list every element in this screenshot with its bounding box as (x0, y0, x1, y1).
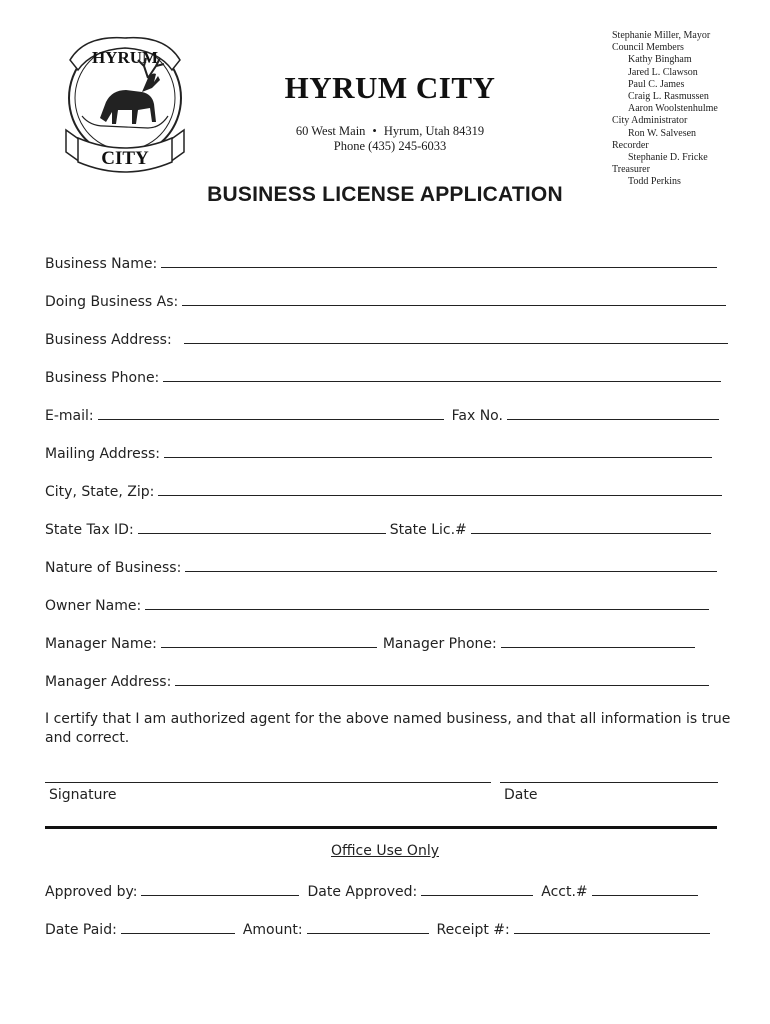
state-tax-id-field[interactable] (138, 533, 386, 534)
city-state-zip-field[interactable] (158, 495, 722, 496)
city-address (260, 124, 520, 154)
business-phone-label: Business Phone: (45, 370, 160, 386)
business-address-field[interactable] (184, 343, 728, 344)
address-street: 60 West Main (295, 124, 366, 138)
document-title: BUSINESS LICENSE APPLICATION (207, 183, 563, 206)
official-name: Stephanie D. Fricke (628, 152, 708, 164)
business-name-field[interactable] (161, 267, 717, 268)
manager-address-label: Manager Address: (45, 674, 172, 690)
business-address-label: Business Address: (45, 332, 172, 348)
city-title: HYRUM CITY (284, 70, 496, 105)
logo-text-bottom: CITY (101, 148, 149, 169)
email-field[interactable] (98, 419, 444, 420)
mailing-address-field[interactable] (164, 457, 712, 458)
business-name-label: Business Name: (45, 256, 158, 272)
official-name: Paul C. James (628, 78, 685, 90)
manager-phone-field[interactable] (501, 647, 695, 648)
mailing-address-label: Mailing Address: (45, 446, 161, 462)
logo-text-top: HYRUM (91, 48, 159, 67)
city-state-zip-label: City, State, Zip: (45, 484, 155, 500)
date-label: Date (504, 787, 538, 803)
official-name: Kathy Bingham (628, 54, 692, 66)
receipt-field[interactable] (514, 933, 710, 934)
manager-row (45, 634, 695, 652)
amount-label: Amount: (242, 922, 303, 938)
date-paid-field[interactable] (121, 933, 235, 934)
officials-list (612, 30, 762, 189)
amount-field[interactable] (307, 933, 429, 934)
manager-phone-label: Manager Phone: (382, 636, 497, 652)
state-tax-id-label: State Tax ID: (45, 522, 134, 538)
bullet-icon: • (372, 124, 377, 138)
manager-address-row (45, 672, 709, 690)
manager-address-field[interactable] (175, 685, 709, 686)
official-name: Craig L. Rasmussen (628, 91, 709, 103)
hyrum-city-seal-logo (60, 30, 190, 180)
acct-label: Acct.# (541, 884, 588, 900)
official-name: Ron W. Salvesen (628, 127, 697, 139)
date-paid-label: Date Paid: (45, 922, 117, 938)
signature-field[interactable] (45, 782, 491, 783)
signature-label: Signature (49, 787, 117, 803)
owner-name-field[interactable] (145, 609, 709, 610)
manager-name-label: Manager Name: (45, 636, 157, 652)
tax-license-row (45, 520, 711, 538)
email-label: E-mail: (45, 408, 94, 424)
dba-field[interactable] (182, 305, 726, 306)
official-role: City Administrator (612, 115, 688, 127)
fax-label: Fax No. (451, 408, 503, 424)
date-field[interactable] (500, 782, 718, 783)
divider-rule (45, 826, 717, 829)
date-approved-label: Date Approved: (307, 884, 418, 900)
business-address-row (45, 330, 728, 348)
receipt-label: Receipt #: (436, 922, 510, 938)
business-phone-row (45, 368, 721, 386)
official-name: Aaron Woolstenhulme (628, 103, 718, 115)
city-state-zip-row (45, 482, 722, 500)
owner-name-label: Owner Name: (45, 598, 142, 614)
business-phone-field[interactable] (163, 381, 721, 382)
state-lic-label: State Lic.# (389, 522, 467, 538)
official-role: Council Members (612, 42, 684, 54)
certification-text: I certify that I am authorized agent for the above named business, and that all information is true and correct. (45, 711, 731, 746)
business-name-row (45, 254, 717, 272)
manager-name-field[interactable] (161, 647, 377, 648)
city-phone: Phone (435) 245-6033 (333, 139, 447, 153)
official-role: Recorder (612, 139, 649, 151)
official-name: Jared L. Clawson (628, 66, 698, 78)
nature-of-business-field[interactable] (185, 571, 717, 572)
approval-row (45, 882, 698, 900)
nature-of-business-label: Nature of Business: (45, 560, 182, 576)
state-lic-field[interactable] (471, 533, 711, 534)
date-approved-field[interactable] (421, 895, 533, 896)
official-name: Todd Perkins (628, 176, 681, 188)
office-use-heading: Office Use Only (331, 843, 439, 859)
email-fax-row (45, 406, 719, 424)
approved-by-field[interactable] (141, 895, 299, 896)
nature-row (45, 558, 717, 576)
official-role: Stephanie Miller, Mayor (612, 30, 711, 41)
mailing-address-row (45, 444, 712, 462)
fax-field[interactable] (507, 419, 719, 420)
payment-row (45, 920, 710, 938)
elk-icon (100, 58, 164, 124)
official-role: Treasurer (612, 164, 650, 176)
owner-name-row (45, 596, 709, 614)
dba-row (45, 292, 726, 310)
dba-label: Doing Business As: (45, 294, 179, 310)
address-city: Hyrum, Utah 84319 (383, 124, 485, 138)
acct-field[interactable] (592, 895, 698, 896)
approved-by-label: Approved by: (45, 884, 138, 900)
